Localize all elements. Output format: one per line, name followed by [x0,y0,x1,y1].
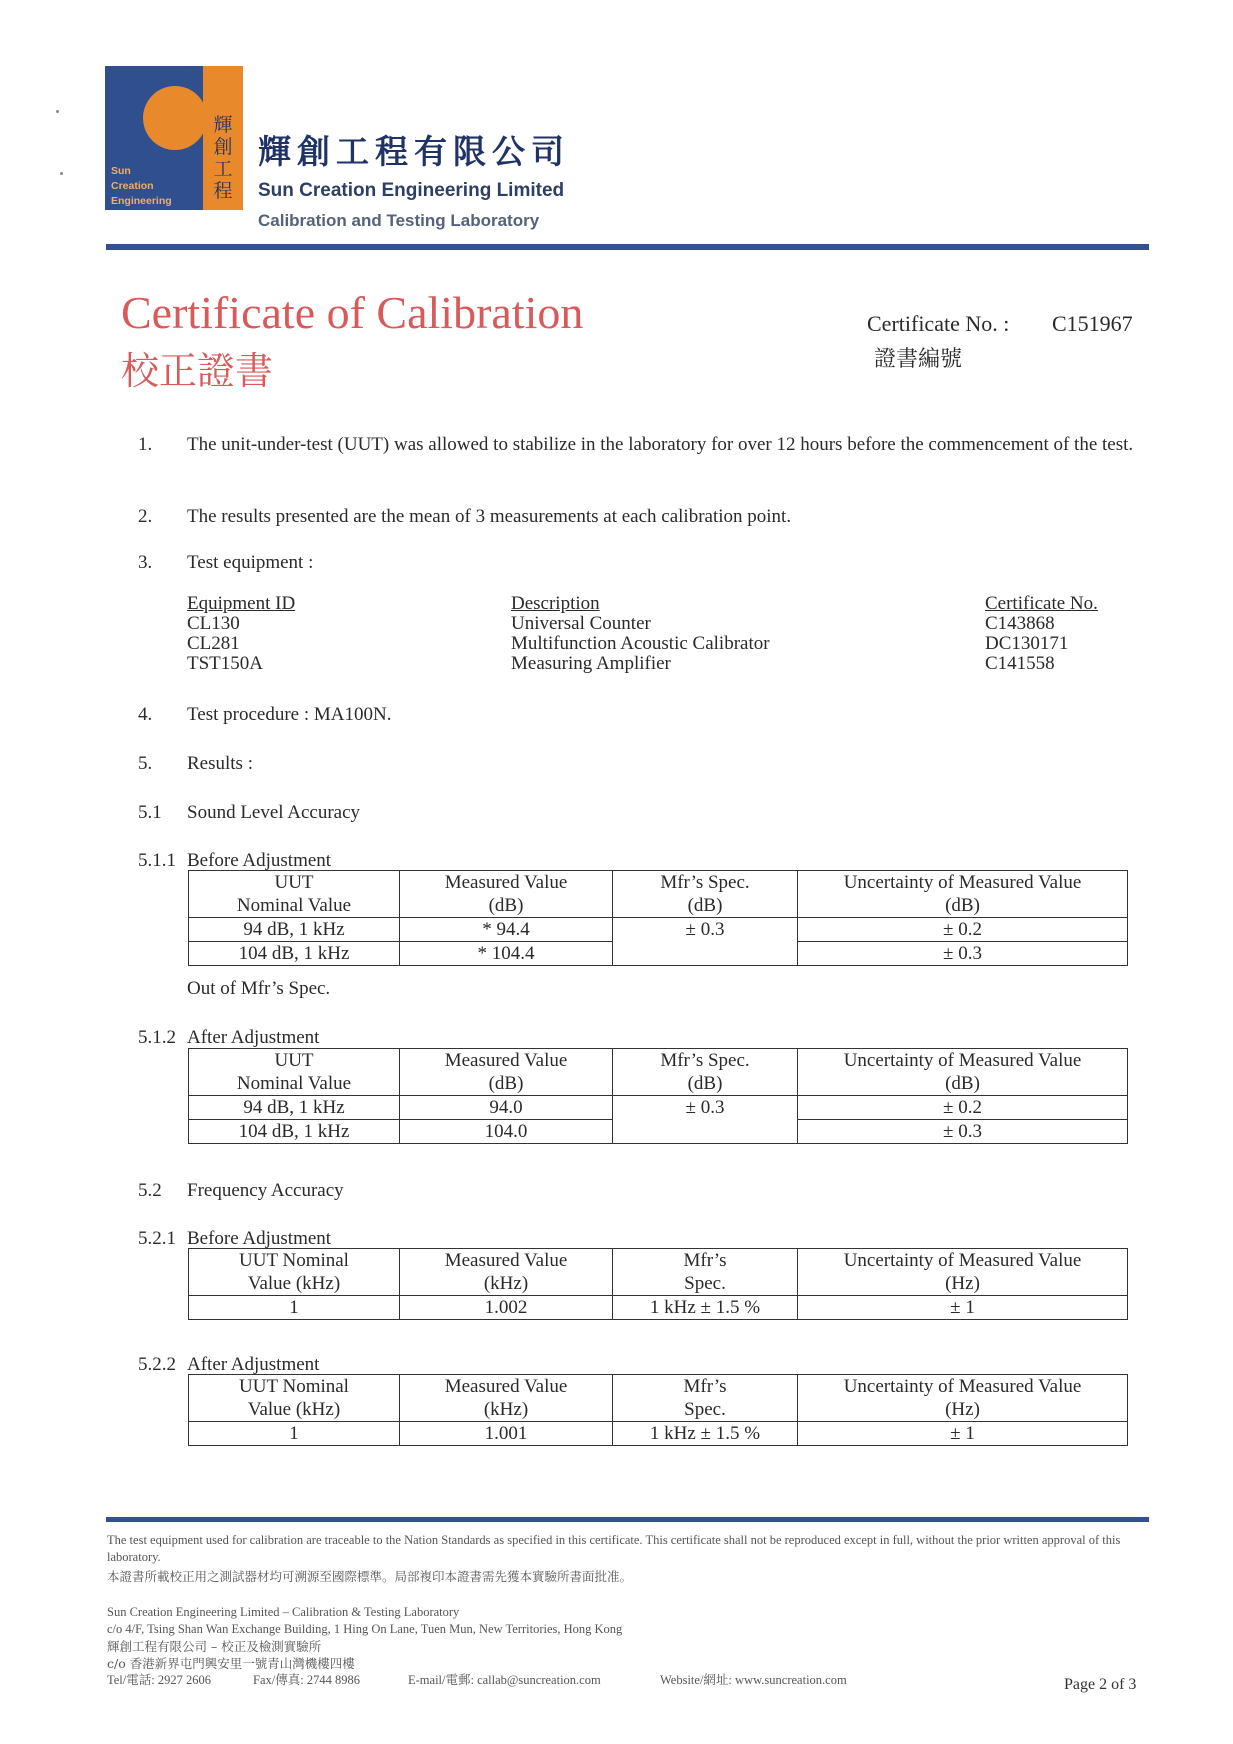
address-line: c/o 香港新界屯門興安里一號青山灣機樓四樓 [107,1656,355,1671]
header-cell: Measured Value (kHz) [400,1249,613,1296]
header-cell: Uncertainty of Measured Value (dB) [798,1049,1128,1096]
section-number: 5.2 [138,1180,162,1201]
equipment-certificate: C143868 [985,613,1055,634]
company-name-cn: 輝創工程有限公司 [258,132,570,171]
subsection-title: After Adjustment [187,1027,320,1048]
table-cell: 104 dB, 1 kHz [189,942,400,966]
item-number: 5. [138,753,153,774]
header-cell: Measured Value (dB) [400,871,613,918]
equipment-id: CL281 [187,633,240,654]
header-cell: UUT Nominal Value [189,1049,400,1096]
table-header-row [189,1375,1128,1422]
subsection-title: Before Adjustment [187,850,332,871]
equipment-description: Universal Counter [511,613,651,634]
company-logo [105,66,243,210]
table-cell: 94.0 [400,1096,613,1120]
sun-icon [143,86,207,150]
table-row [189,942,1128,966]
subsection-number: 5.2.2 [138,1354,176,1375]
header-cell: Mfr’s Spec. [613,1375,798,1422]
table-row [189,1296,1128,1320]
table-header-row [189,1049,1128,1096]
item-text: The results presented are the mean of 3 measurements at each calibration point. [187,506,792,527]
table-cell: * 94.4 [400,918,613,942]
table-cell: 1.001 [400,1422,613,1446]
item-text: Results : [187,753,253,774]
subsection-title: Before Adjustment [187,1228,332,1249]
address-line: Sun Creation Engineering Limited – Calibration & Testing Laboratory [107,1605,460,1619]
section-title: Frequency Accuracy [187,1180,344,1201]
table-cell: 1.002 [400,1296,613,1320]
table-cell [613,942,798,966]
footer-website[interactable]: Website/網址: www.suncreation.com [660,1673,847,1687]
table-cell: * 104.4 [400,942,613,966]
equipment-id: CL130 [187,613,240,634]
certificate-no-label: Certificate No. : [867,311,1010,336]
item-number: 4. [138,704,153,725]
certificate-no-value: C151967 [1052,311,1133,336]
item-number: 2. [138,506,153,527]
header-cell: Mfr’s Spec. (dB) [613,871,798,918]
table-note: Out of Mfr’s Spec. [187,978,331,999]
table-522 [188,1374,1128,1446]
table-cell: ± 0.2 [798,1096,1128,1120]
equipment-description: Multifunction Acoustic Calibrator [511,633,770,654]
subsection-number: 5.2.1 [138,1228,176,1249]
section-title: Sound Level Accuracy [187,802,361,823]
table-header-row [189,1249,1128,1296]
footer-address [107,1604,1157,1672]
table-cell: ± 0.2 [798,918,1128,942]
header-cell: Measured Value (kHz) [400,1375,613,1422]
table-header-row [189,871,1128,918]
item-number: 3. [138,552,153,573]
table-row [189,1096,1128,1120]
equipment-header: Equipment ID [187,593,296,614]
table-511 [188,870,1128,966]
subsection-number: 5.1.1 [138,850,176,871]
table-row [189,918,1128,942]
table-cell: ± 0.3 [798,1120,1128,1144]
item-number: 1. [138,434,153,455]
table-cell: ± 0.3 [613,918,798,942]
equipment-certificate: DC130171 [985,633,1069,654]
logo-text-en: Sun Creation Engineering [111,165,172,207]
footer-email[interactable]: E-mail/電郵: callab@suncreation.com [408,1673,601,1687]
table-cell: 104.0 [400,1120,613,1144]
table-row [189,1422,1128,1446]
subsection-title: After Adjustment [187,1354,320,1375]
table-row [189,1120,1128,1144]
lab-name: Calibration and Testing Laboratory [258,211,540,230]
table-cell [613,1120,798,1144]
company-name-en: Sun Creation Engineering Limited [258,180,565,201]
footer-fax: Fax/傳真: 2744 8986 [253,1673,360,1687]
table-cell: ± 1 [798,1296,1128,1320]
margin-dot [56,110,59,113]
certificate-no-label-cn: 證書編號 [874,347,963,372]
table-cell: 1 [189,1422,400,1446]
item-text: The unit-under-test (UUT) was allowed to stabilize in the laboratory for over 12 hours before the commencement of the test. [187,434,1134,455]
equipment-header: Description [511,593,600,614]
address-line: c/o 4/F, Tsing Shan Wan Exchange Building, 1 Hing On Lane, Tuen Mun, New Territories, Hong Kong [107,1622,623,1636]
header-cell: Uncertainty of Measured Value (dB) [798,871,1128,918]
item-text: Test equipment : [187,552,314,573]
table-cell: 94 dB, 1 kHz [189,918,400,942]
footer-divider [106,1517,1149,1522]
page-number: Page 2 of 3 [1064,1676,1137,1693]
traceability-notice: The test equipment used for calibration are traceable to the Nation Standards as specified in this certificate. This certificate shall not be reproduced except in full, without the prior written approval of this laboratory. [107,1533,1121,1564]
traceability-notice-cn: 本證書所載校正用之測試器材均可溯源至國際標準。局部複印本證書需先獲本實驗所書面批准。 [107,1569,633,1584]
table-cell: 1 kHz ± 1.5 % [613,1296,798,1320]
table-512 [188,1048,1128,1144]
table-cell: 1 kHz ± 1.5 % [613,1422,798,1446]
subsection-number: 5.1.2 [138,1027,176,1048]
certificate-title: Certificate of Calibration [121,287,584,338]
header-cell: Mfr’s Spec. (dB) [613,1049,798,1096]
header-cell: Uncertainty of Measured Value (Hz) [798,1249,1128,1296]
address-line: 輝創工程有限公司 – 校正及檢測實驗所 [107,1639,322,1654]
footer-tel: Tel/電話: 2927 2606 [107,1673,211,1687]
equipment-description: Measuring Amplifier [511,653,671,674]
header-cell: UUT Nominal Value (kHz) [189,1249,400,1296]
table-cell: 94 dB, 1 kHz [189,1096,400,1120]
header-cell: Mfr’s Spec. [613,1249,798,1296]
item-text: Test procedure : MA100N. [187,704,392,725]
table-cell: ± 0.3 [798,942,1128,966]
equipment-id: TST150A [187,653,263,674]
header-divider [106,244,1149,250]
table-521 [188,1248,1128,1320]
section-number: 5.1 [138,802,162,823]
equipment-certificate: C141558 [985,653,1055,674]
header-cell: UUT Nominal Value (kHz) [189,1375,400,1422]
logo-text-cn: 輝 創 工 程 [213,114,233,202]
table-cell: 104 dB, 1 kHz [189,1120,400,1144]
certificate-title-cn: 校正證書 [121,349,274,393]
table-cell: ± 1 [798,1422,1128,1446]
equipment-header: Certificate No. [985,593,1098,614]
header-cell: Measured Value (dB) [400,1049,613,1096]
margin-dot [60,172,63,175]
table-cell: ± 0.3 [613,1096,798,1120]
header-cell: Uncertainty of Measured Value (Hz) [798,1375,1128,1422]
table-cell: 1 [189,1296,400,1320]
header-cell: UUT Nominal Value [189,871,400,918]
